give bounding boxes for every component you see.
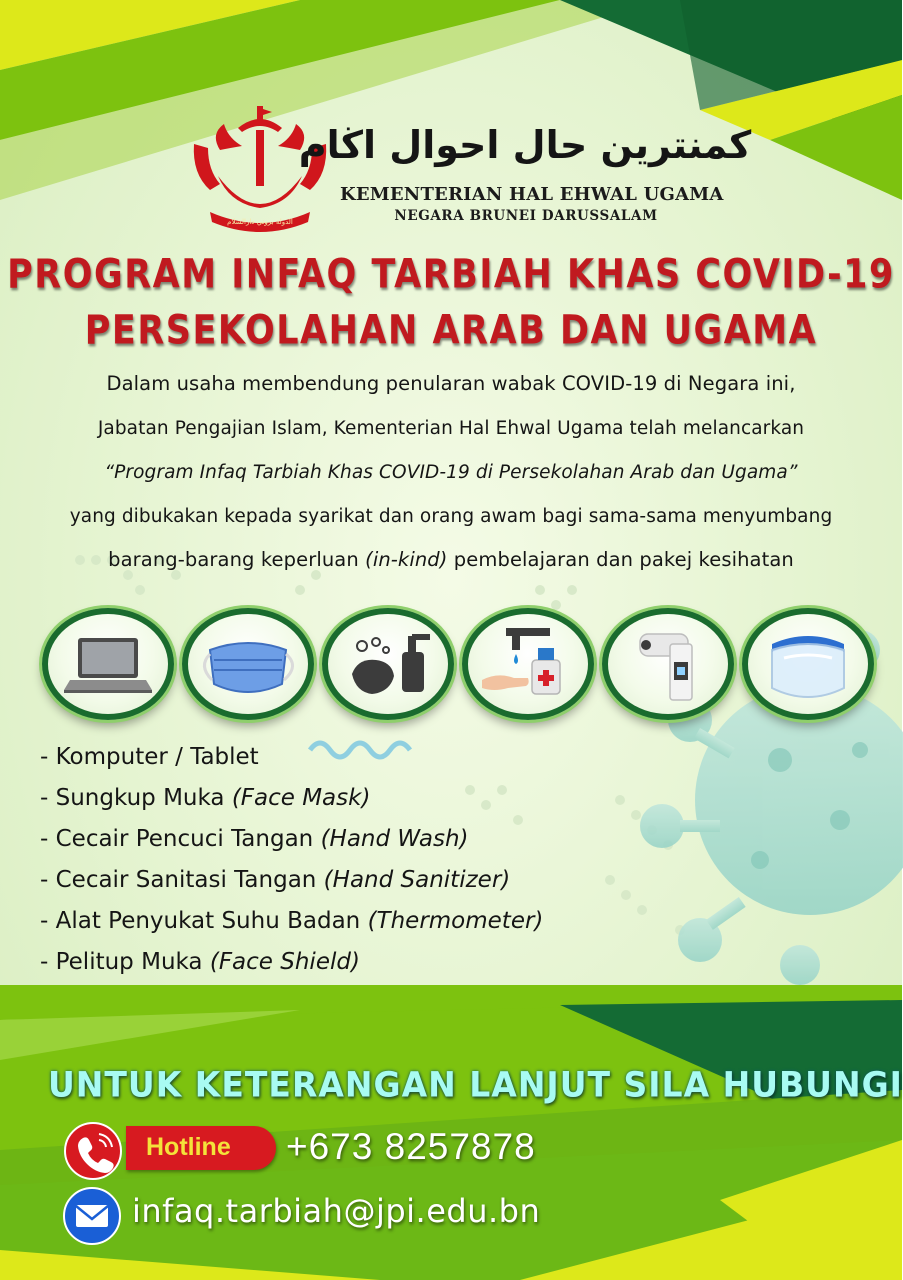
item-hand-wash-label: - Cecair Pencuci Tangan bbox=[40, 826, 321, 852]
intro-line-5-a: barang-barang keperluan bbox=[108, 548, 366, 571]
ministry-name: KEMENTERIAN HAL EHWAL UGAMA bbox=[340, 184, 724, 205]
hotline-number[interactable]: +673 8257878 bbox=[286, 1126, 536, 1167]
intro-line-1: Dalam usaha membendung penularan wabak COVID-19 di Negara ini, bbox=[106, 372, 796, 395]
country-name: NEGARA BRUNEI DARUSSALAM bbox=[394, 208, 658, 224]
jawi-text: كمنترين حال احوال اڬام bbox=[298, 123, 752, 167]
item-hand-wash bbox=[40, 826, 469, 852]
hotline-label: Hotline bbox=[146, 1133, 231, 1161]
item-face-mask bbox=[40, 785, 370, 811]
face-shield-icon bbox=[742, 608, 874, 720]
item-face-shield-english: (Face Shield) bbox=[209, 949, 360, 975]
program-title-line-1: PROGRAM INFAQ TARBIAH KHAS COVID-19 bbox=[7, 252, 895, 298]
crest-text: الدولة بروني دارالسلام bbox=[227, 218, 293, 226]
intro-line-5-b: (in-kind) bbox=[365, 548, 448, 571]
thermometer-icon bbox=[602, 608, 734, 720]
mail-icon bbox=[62, 1186, 122, 1246]
intro-line-2: Jabatan Pengajian Islam, Kementerian Hal Ehwal Ugama telah melancarkan bbox=[97, 418, 805, 439]
contact-heading: UNTUK KETERANGAN LANJUT SILA HUBUNGI bbox=[48, 1064, 903, 1105]
hand-sanitizer-icon bbox=[462, 608, 594, 720]
item-hand-sanitizer-label: - Cecair Sanitasi Tangan bbox=[40, 867, 324, 893]
email-address[interactable]: infaq.tarbiah@jpi.edu.bn bbox=[132, 1192, 541, 1230]
item-face-shield-label: - Pelitup Muka bbox=[40, 949, 210, 975]
item-face-mask-label: - Sungkup Muka bbox=[40, 785, 232, 811]
item-computer bbox=[40, 744, 259, 770]
hand-wash-icon bbox=[322, 608, 454, 720]
laptop-icon bbox=[42, 608, 174, 720]
item-thermometer-english: (Thermometer) bbox=[367, 908, 544, 934]
intro-line-4: yang dibukakan kepada syarikat dan orang awam bagi sama-sama menyumbang bbox=[69, 506, 833, 527]
item-computer-label: - Komputer / Tablet bbox=[40, 744, 259, 770]
phone-icon bbox=[64, 1122, 122, 1180]
item-hand-sanitizer bbox=[40, 867, 510, 893]
intro-line-5-c: pembelajaran dan pakej kesihatan bbox=[447, 548, 794, 571]
intro-line-3: “Program Infaq Tarbiah Khas COVID-19 di Persekolahan Arab dan Ugama” bbox=[104, 462, 798, 483]
item-thermometer bbox=[40, 908, 543, 934]
face-mask-icon bbox=[182, 608, 314, 720]
item-thermometer-label: - Alat Penyukat Suhu Badan bbox=[40, 908, 368, 934]
jawi-ministry-name bbox=[298, 102, 752, 182]
program-title-line-2: PERSEKOLAHAN ARAB DAN UGAMA bbox=[84, 308, 818, 354]
intro-line-5 bbox=[0, 548, 902, 571]
item-face-shield bbox=[40, 949, 360, 975]
item-face-mask-english: (Face Mask) bbox=[231, 785, 371, 811]
item-hand-sanitizer-english: (Hand Sanitizer) bbox=[323, 867, 511, 893]
item-hand-wash-english: (Hand Wash) bbox=[320, 826, 469, 852]
